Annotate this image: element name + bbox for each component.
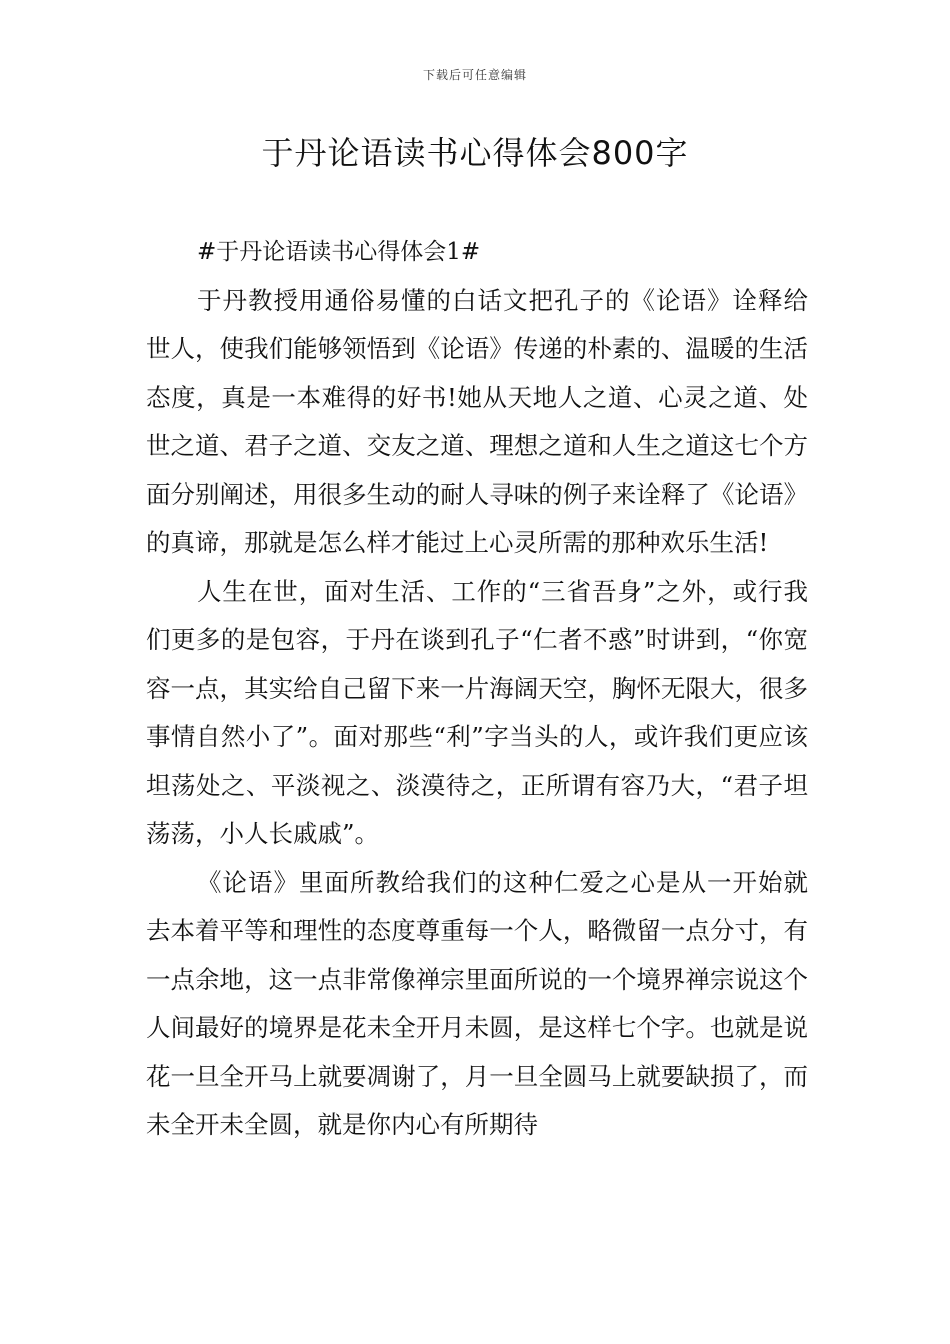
document-body — [146, 228, 808, 1150]
paragraph-3: 《论语》里面所教给我们的这种仁爱之心是从一开始就去本着平等和理性的态度尊重每一个人，略微留一点分寸，有一点余地，这一点非常像禅宗里面所说的一个境界禅宗说这个人间最好的境界是花未全开月未圆，是这样七个字。也就是说花一旦全开马上就要凋谢了，月一旦全圆马上就要缺损了，而未全开未全圆，就是你内心有所期待 — [146, 867, 808, 1139]
paragraph-2: 人生在世，面对生活、工作的“三省吾身”之外，或行我们更多的是包容，于丹在谈到孔子“仁者不惑”时讲到，“你宽容一点，其实给自己留下来一片海阔天空，胸怀无限大，很多事情自然小了”。面对那些“利”字当头的人，或许我们更应该坦荡处之、平淡视之、淡漠待之，正所谓有容乃大，“君子坦荡荡，小人长戚戚”。 — [146, 576, 808, 848]
section-heading: #于丹论语读书心得体会1# — [197, 239, 481, 265]
header-note: 下载后可任意编辑 — [422, 68, 527, 82]
paragraph-1: 于丹教授用通俗易懂的白话文把孔子的《论语》诠释给世人，使我们能够领悟到《论语》传递的朴素的、温暖的生活态度，真是一本难得的好书!她从天地人之道、心灵之道、处世之道、君子之道、交友之道、理想之道和人生之道这七个方面分别阐述，用很多生动的耐人寻味的例子来诠释了《论语》的真谛，那就是怎么样才能过上心灵所需的那种欢乐生活! — [146, 285, 808, 557]
document-title: 于丹论语读书心得体会800字 — [261, 134, 689, 172]
